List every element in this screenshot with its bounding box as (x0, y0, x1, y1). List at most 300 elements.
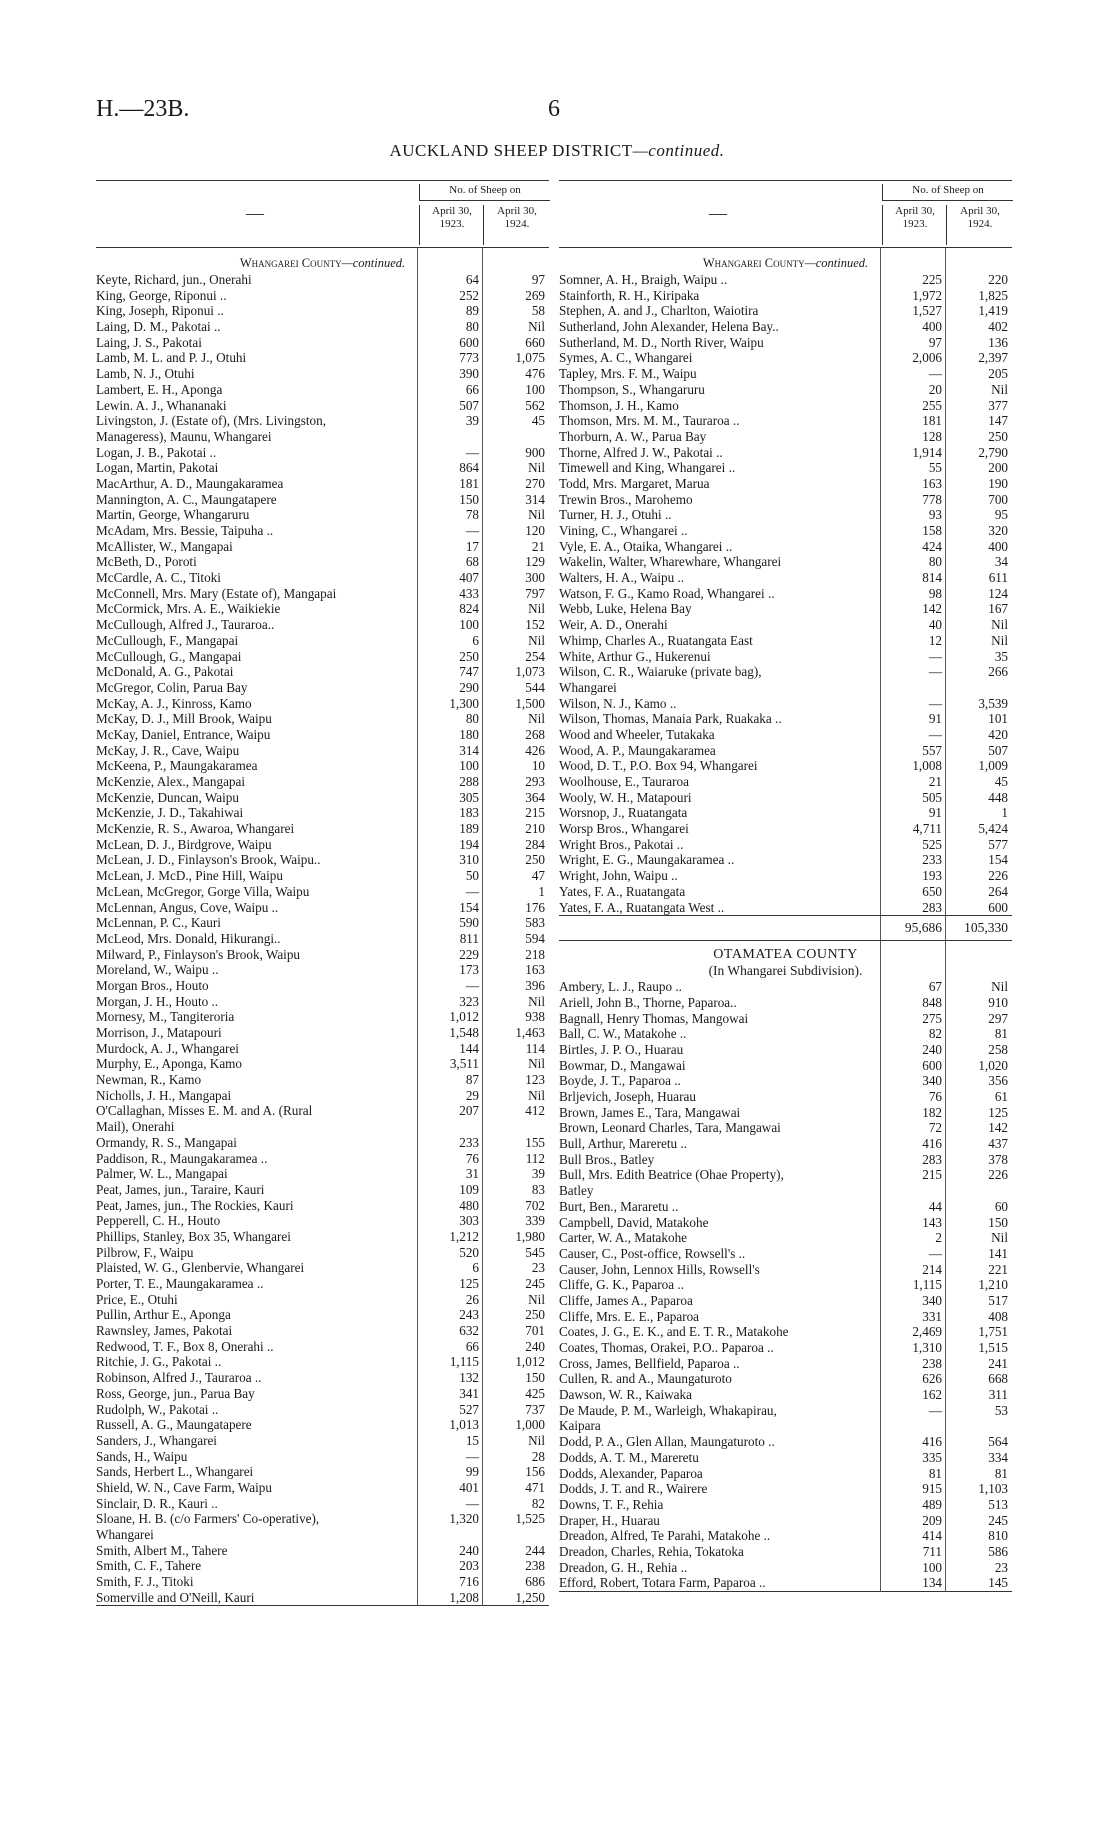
owner-name: Morgan, J. H., Houto .. (96, 993, 219, 1009)
table-row (96, 1590, 549, 1606)
owner-name: Coates, J. G., E. K., and E. T. R., Matakohe (559, 1324, 789, 1340)
sheep-1923: 773 (459, 350, 479, 366)
sheep-1924: 53 (994, 1402, 1008, 1418)
sheep-1924: 150 (988, 1214, 1008, 1230)
sheep-1923: 215 (922, 1167, 942, 1183)
sheep-1923: 89 (465, 303, 479, 319)
table-row (96, 429, 549, 445)
sheep-1924: 1,073 (515, 664, 545, 680)
sheep-1923: 390 (459, 366, 479, 382)
sheep-1923: 1,008 (912, 758, 942, 774)
owner-name: Pullin, Arthur E., Aponga (96, 1307, 231, 1323)
table-row (559, 1262, 1012, 1278)
table-row (96, 586, 549, 602)
sheep-1924: 1,980 (515, 1228, 545, 1244)
sheep-1924: 39 (531, 1166, 545, 1182)
owner-name: Dreadon, G. H., Rehia .. (559, 1559, 688, 1575)
table-row (559, 743, 1012, 759)
header-dash: — (709, 203, 727, 223)
date2-line2: 1924. (967, 218, 993, 230)
table-row (96, 1402, 549, 1418)
sheep-1923: 181 (922, 413, 942, 429)
table-row (96, 319, 549, 335)
sheep-1923: 2,469 (912, 1324, 942, 1340)
owner-name: McGregor, Colin, Parua Bay (96, 679, 248, 695)
owner-name: Stainforth, R. H., Kiripaka (559, 287, 700, 303)
table-row (559, 1230, 1012, 1246)
sheep-1923: 414 (922, 1528, 942, 1544)
owner-name: Efford, Robert, Totara Farm, Paparoa .. (559, 1575, 766, 1591)
owner-name: Thomson, J. H., Kamo (559, 397, 679, 413)
sheep-1923: 142 (922, 601, 942, 617)
sheep-1924: 1,463 (515, 1025, 545, 1040)
owner-name: McKenzie, Duncan, Waipu (96, 789, 239, 805)
sheep-1924: Nil (528, 319, 545, 335)
owner-name: Dreadon, Charles, Rehia, Tokatoka (559, 1543, 744, 1559)
owner-name: McKay, D. J., Mill Brook, Waipu (96, 711, 272, 727)
table-row (559, 554, 1012, 570)
sheep-1924: 210 (525, 821, 545, 837)
owner-name: Ariell, John B., Thorne, Paparoa.. (559, 994, 737, 1010)
sheep-1923: 2,006 (912, 350, 942, 366)
sheep-count-label: No. of Sheep on (419, 184, 550, 201)
sheep-1924: 702 (525, 1197, 545, 1213)
sheep-1924: 270 (525, 475, 545, 491)
owner-name: Newman, R., Kamo (96, 1072, 202, 1088)
sheep-1924: 266 (988, 664, 1008, 680)
owner-name: Milward, P., Finlayson's Brook, Waipu (96, 946, 301, 962)
sheep-1924: 141 (988, 1245, 1008, 1261)
left-rows (96, 272, 549, 1605)
sheep-1924: 226 (988, 868, 1008, 884)
table-row (96, 915, 549, 931)
table-row (559, 1481, 1012, 1497)
sheep-1923: 590 (459, 915, 479, 931)
table-row (559, 539, 1012, 555)
sheep-1924: Nil (991, 1230, 1008, 1246)
sheep-1924: 700 (988, 491, 1008, 507)
sheep-1923: 275 (922, 1010, 942, 1026)
sheep-1924: 21 (531, 538, 545, 554)
table-row (96, 1245, 549, 1261)
table-row (96, 1543, 549, 1559)
owner-name: Rawnsley, James, Pakotai (96, 1323, 233, 1339)
county-subheading: (In Whangarei Subdivision). (708, 963, 863, 979)
sheep-1924: 284 (525, 836, 545, 852)
otamatea-rows (559, 979, 1012, 1591)
sheep-1924: 23 (531, 1260, 545, 1276)
table-row (96, 1527, 549, 1543)
owner-name: Wood and Wheeler, Tutakaka (559, 726, 715, 742)
sheep-1924: 34 (994, 554, 1008, 570)
owner-name: Wilson, Thomas, Manaia Park, Ruakaka .. (559, 711, 782, 727)
table-row (96, 1088, 549, 1104)
sheep-1924: Nil (528, 601, 545, 617)
table-row (96, 303, 549, 319)
sheep-1924: 150 (525, 1370, 545, 1386)
sheep-1923: — (465, 883, 479, 899)
total-1923: 95,686 (904, 920, 942, 936)
sheep-1924: 400 (988, 538, 1008, 554)
owner-name: McDonald, A. G., Pakotai (96, 664, 234, 680)
table-row (96, 1103, 549, 1119)
date2-line2: 1924. (504, 218, 530, 230)
owner-name: Sanders, J., Whangarei (96, 1432, 217, 1448)
table-row (559, 664, 1012, 680)
sheep-1923: 50 (465, 868, 479, 884)
table-row (96, 1370, 549, 1386)
sheep-1924: 142 (988, 1120, 1008, 1136)
date-1923-header (882, 205, 947, 245)
date1-line1: April 30, (895, 205, 935, 217)
sheep-1923: 132 (459, 1370, 479, 1386)
owner-name: Batley (559, 1183, 594, 1199)
sheep-1923: 323 (459, 993, 479, 1009)
table-row (96, 931, 549, 947)
owner-name: Bull, Mrs. Edith Beatrice (Ohae Property), (559, 1167, 784, 1183)
table-row (559, 1560, 1012, 1576)
table-row (559, 460, 1012, 476)
table-row (559, 1293, 1012, 1309)
sheep-1923: 520 (459, 1244, 479, 1260)
sheep-1924: 221 (988, 1261, 1008, 1277)
sheep-1923: 66 (465, 381, 479, 397)
sheep-1923: 76 (465, 1150, 479, 1166)
table-row (96, 1151, 549, 1167)
owner-name: Boyde, J. T., Paparoa .. (559, 1073, 681, 1089)
heading-text: Whangarei County (702, 256, 805, 270)
sheep-1923: — (928, 648, 942, 664)
owner-name: McLennan, Angus, Cove, Waipu .. (96, 899, 279, 915)
sheep-1923: 243 (459, 1307, 479, 1323)
sheep-1924: 600 (988, 899, 1008, 915)
owner-name: Ball, C. W., Matakohe .. (559, 1026, 687, 1042)
county-heading: OTAMATEA COUNTY (713, 947, 858, 963)
sheep-1923: 17 (465, 538, 479, 554)
owner-name: Ross, George, jun., Parua Bay (96, 1385, 255, 1401)
sheep-1923: 1,527 (912, 303, 942, 319)
owner-name: Dawson, W. R., Kaiwaka (559, 1387, 692, 1403)
total-row (559, 915, 1012, 941)
sheep-1923: 480 (459, 1197, 479, 1213)
sheep-1923: — (465, 1495, 479, 1511)
sheep-1924: 910 (988, 994, 1008, 1010)
sheep-1924: 1,000 (515, 1417, 545, 1433)
table-row (96, 1558, 549, 1574)
sheep-1924: 426 (525, 742, 545, 758)
owner-name: McLean, J. McD., Pine Hill, Waipu (96, 868, 283, 884)
sheep-1923: 64 (465, 272, 479, 287)
sheep-1924: 244 (525, 1542, 545, 1558)
owner-name: Trewin Bros., Marohemo (559, 491, 693, 507)
header-dash: — (246, 203, 264, 223)
sheep-1923: 1,972 (912, 287, 942, 303)
sheep-1923: 525 (922, 836, 942, 852)
sheep-1923: 340 (922, 1292, 942, 1308)
sheep-1924: 264 (988, 883, 1008, 899)
sheep-1923: 80 (928, 554, 942, 570)
sheep-1923: — (928, 1402, 942, 1418)
sheep-1923: 189 (459, 821, 479, 837)
sheep-1923: 824 (459, 601, 479, 617)
owner-name: McBeth, D., Poroti (96, 554, 197, 570)
owner-name: Keyte, Richard, jun., Onerahi (96, 272, 252, 287)
table-row (96, 1307, 549, 1323)
table-row (559, 303, 1012, 319)
table-row (559, 790, 1012, 806)
sheep-1923: 80 (465, 711, 479, 727)
sheep-1923: 288 (459, 774, 479, 789)
sheep-1924: 254 (525, 648, 545, 664)
table-row (559, 1340, 1012, 1356)
table-row (559, 1167, 1012, 1183)
sheep-1924: 377 (988, 397, 1008, 413)
owner-name: Robinson, Alfred J., Tauraroa .. (96, 1370, 262, 1386)
sheep-1923: 252 (459, 287, 479, 303)
sheep-1923: 305 (459, 789, 479, 805)
owner-name: McKenzie, J. D., Takahiwai (96, 805, 244, 821)
owner-name: De Maude, P. M., Warleigh, Whakapirau, (559, 1402, 777, 1418)
owner-name: Cliffe, G. K., Paparoa .. (559, 1277, 685, 1293)
table-row (559, 805, 1012, 821)
sheep-1923: 20 (928, 381, 942, 397)
sheep-1924: 220 (988, 272, 1008, 287)
sheep-1923: 811 (459, 930, 479, 946)
table-row (559, 1309, 1012, 1325)
date-1923-header (419, 205, 484, 245)
owner-name: Thomson, Mrs. M. M., Tauraroa .. (559, 413, 740, 429)
table-row (559, 570, 1012, 586)
table-row (96, 649, 549, 665)
sheep-1924: 200 (988, 460, 1008, 476)
owner-name: Rudolph, W., Pakotai .. (96, 1401, 219, 1417)
sheep-1923: 82 (928, 1026, 942, 1042)
table-row (96, 633, 549, 649)
sheep-1924: 562 (525, 397, 545, 413)
table-row (96, 1229, 549, 1245)
sheep-1924: 156 (525, 1464, 545, 1480)
table-row (96, 335, 549, 351)
table-row (559, 1215, 1012, 1231)
sheep-1923: 67 (928, 979, 942, 995)
sheep-1923: 194 (459, 836, 479, 852)
sheep-1924: 226 (988, 1167, 1008, 1183)
owner-name: Wright Bros., Pakotai .. (559, 836, 684, 852)
sheep-1923: 716 (459, 1574, 479, 1590)
sheep-1924: 10 (531, 758, 545, 774)
sheep-1924: 47 (531, 868, 545, 884)
table-row (559, 507, 1012, 523)
sheep-1923: 97 (928, 334, 942, 350)
table-row (559, 319, 1012, 335)
sheep-1923: 6 (472, 1260, 479, 1276)
sheep-1923: 507 (459, 397, 479, 413)
sheep-1924: 334 (988, 1449, 1008, 1465)
table-row (96, 288, 549, 304)
sheep-1924: Nil (528, 1291, 545, 1307)
sheep-1923: 180 (459, 726, 479, 742)
sheep-1924: Nil (528, 1056, 545, 1072)
owner-name: Watson, F. G., Kamo Road, Whangarei .. (559, 585, 775, 601)
sheep-1923: 747 (459, 664, 479, 680)
sheep-1924: 564 (988, 1434, 1008, 1450)
sheep-1924: 205 (988, 366, 1008, 382)
table-row (96, 1386, 549, 1402)
owner-name: Russell, A. G., Maungatapere (96, 1417, 252, 1433)
table-row (559, 995, 1012, 1011)
sheep-1923: 401 (459, 1479, 479, 1495)
owner-name: Whimp, Charles A., Ruatangata East (559, 632, 753, 648)
table-row (96, 664, 549, 680)
owner-name: Yates, F. A., Ruatangata West .. (559, 899, 725, 915)
total-1924: 105,330 (964, 920, 1008, 936)
table-row (559, 680, 1012, 696)
sheep-1923: — (928, 366, 942, 382)
sheep-1924: 28 (531, 1448, 545, 1464)
owner-name: Dreadon, Alfred, Te Parahi, Matakohe .. (559, 1528, 771, 1544)
table-row (559, 1434, 1012, 1450)
sheep-1924: 215 (525, 805, 545, 821)
owner-name: Pepperell, C. H., Houto (96, 1213, 221, 1229)
table-row (559, 1277, 1012, 1293)
sheep-1924: 1,419 (978, 303, 1008, 319)
table-row (559, 852, 1012, 868)
sheep-1924: 147 (988, 413, 1008, 429)
owner-name: Causer, John, Lennox Hills, Rowsell's (559, 1261, 760, 1277)
sheep-1924: 293 (525, 774, 545, 789)
page-number: 6 (548, 96, 560, 122)
owner-name: MacArthur, A. D., Maungakaramea (96, 475, 284, 491)
date-1924-header (483, 205, 550, 245)
document-reference: H.—23B. (96, 96, 190, 122)
owner-name: Ormandy, R. S., Mangapai (96, 1134, 237, 1150)
sheep-1924: 1,210 (978, 1277, 1008, 1293)
sheep-1924: 737 (525, 1401, 545, 1417)
table-row (96, 398, 549, 414)
owner-name: McCullough, G., Mangapai (96, 648, 242, 664)
table-row (96, 1072, 549, 1088)
sheep-1924: 154 (988, 852, 1008, 868)
sheep-1924: Nil (991, 632, 1008, 648)
sheep-1924: 129 (525, 554, 545, 570)
table-row (96, 1135, 549, 1151)
sheep-1924: 448 (988, 789, 1008, 805)
owner-name: Draper, H., Huarau (559, 1512, 660, 1528)
sheep-1924: 145 (988, 1575, 1008, 1591)
sheep-1924: 513 (988, 1496, 1008, 1512)
owner-name: Sutherland, John Alexander, Helena Bay.. (559, 319, 779, 335)
sheep-1924: 311 (988, 1387, 1008, 1403)
sheep-1924: 190 (988, 475, 1008, 491)
table-row (96, 1464, 549, 1480)
table-row (96, 1166, 549, 1182)
sheep-1924: 167 (988, 601, 1008, 617)
table-row (96, 1292, 549, 1308)
owner-name: Wright, John, Waipu .. (559, 868, 678, 884)
owner-name: Brown, Leonard Charles, Tara, Mangawai (559, 1120, 781, 1136)
sheep-1924: 378 (988, 1151, 1008, 1167)
sheep-1924: 250 (525, 1307, 545, 1323)
sheep-1924: 1,515 (978, 1340, 1008, 1355)
sheep-1924: 125 (988, 1104, 1008, 1120)
owner-name: McAdam, Mrs. Bessie, Taipuha .. (96, 523, 274, 538)
sheep-1924: 1,751 (978, 1324, 1008, 1340)
sheep-1924: Nil (528, 507, 545, 523)
sheep-1924: 45 (994, 774, 1008, 789)
table-row (559, 979, 1012, 995)
owner-name: Martin, George, Whangaruru (96, 507, 250, 523)
owner-name: Bull, Arthur, Mareretu .. (559, 1136, 688, 1152)
sheep-1924: 81 (994, 1026, 1008, 1042)
sheep-1924: 668 (988, 1371, 1008, 1387)
table-row (559, 1011, 1012, 1027)
owner-name: Lamb, M. L. and P. J., Otuhi (96, 350, 247, 366)
sheep-1924: 58 (531, 303, 545, 319)
table-row (96, 696, 549, 712)
sheep-1923: 143 (922, 1214, 942, 1230)
owner-name: Murphy, E., Aponga, Kamo (96, 1056, 243, 1072)
owner-name: McLean, D. J., Birdgrove, Waipu (96, 836, 272, 852)
owner-name: Porter, T. E., Maungakaramea .. (96, 1276, 264, 1291)
owner-name: McKay, Daniel, Entrance, Waipu (96, 726, 271, 742)
sheep-1924: 1,103 (978, 1481, 1008, 1497)
table-row (559, 335, 1012, 351)
table-row (96, 1449, 549, 1465)
sheep-1923: 26 (465, 1291, 479, 1307)
sheep-1923: 15 (465, 1432, 479, 1448)
sheep-1923: 100 (922, 1559, 942, 1575)
owner-name: White, Arthur G., Hukerenui (559, 648, 711, 664)
table-row (559, 1183, 1012, 1199)
right-rows (559, 272, 1012, 915)
table-row (559, 1120, 1012, 1136)
sheep-1923: 233 (459, 1134, 479, 1150)
sheep-1923: 128 (922, 428, 942, 444)
sheep-1923: 6 (472, 632, 479, 648)
table-row (559, 837, 1012, 853)
sheep-1923: 87 (465, 1072, 479, 1088)
owner-name: Manageress), Maunu, Whangarei (96, 428, 272, 444)
owner-name: Sands, H., Waipu (96, 1448, 188, 1464)
owner-name: Brljevich, Joseph, Huarau (559, 1089, 696, 1104)
sheep-1924: 412 (525, 1103, 545, 1119)
owner-name: Dodds, Alexander, Paparoa (559, 1465, 703, 1481)
sheep-1923: 283 (922, 1151, 942, 1167)
sheep-1923: — (465, 523, 479, 538)
sheep-1923: 40 (928, 617, 942, 633)
table-row (559, 774, 1012, 790)
owner-name: Symes, A. C., Whangarei (559, 350, 693, 366)
sheep-1923: 310 (459, 852, 479, 868)
owner-name: Peat, James, jun., Taraire, Kauri (96, 1181, 265, 1197)
owner-name: Brown, James E., Tara, Mangawai (559, 1104, 741, 1120)
sheep-1923: 229 (459, 946, 479, 962)
table-row (559, 727, 1012, 743)
sheep-1924: 1,012 (515, 1354, 545, 1370)
table-row (559, 1450, 1012, 1466)
sheep-1923: 778 (922, 491, 942, 507)
sheep-1924: 100 (525, 381, 545, 397)
sheep-1924: 218 (525, 946, 545, 962)
owner-name: Thorne, Alfred J. W., Pakotai .. (559, 444, 723, 460)
sheep-1924: 314 (525, 491, 545, 507)
owner-name: Thorburn, A. W., Parua Bay (559, 428, 707, 444)
sheep-1924: 250 (988, 428, 1008, 444)
sheep-1923: 416 (922, 1136, 942, 1152)
owner-name: Wakelin, Walter, Wharewhare, Whangarei (559, 554, 782, 570)
owner-name: Whangarei (96, 1527, 154, 1542)
sheep-1924: 97 (531, 272, 545, 287)
